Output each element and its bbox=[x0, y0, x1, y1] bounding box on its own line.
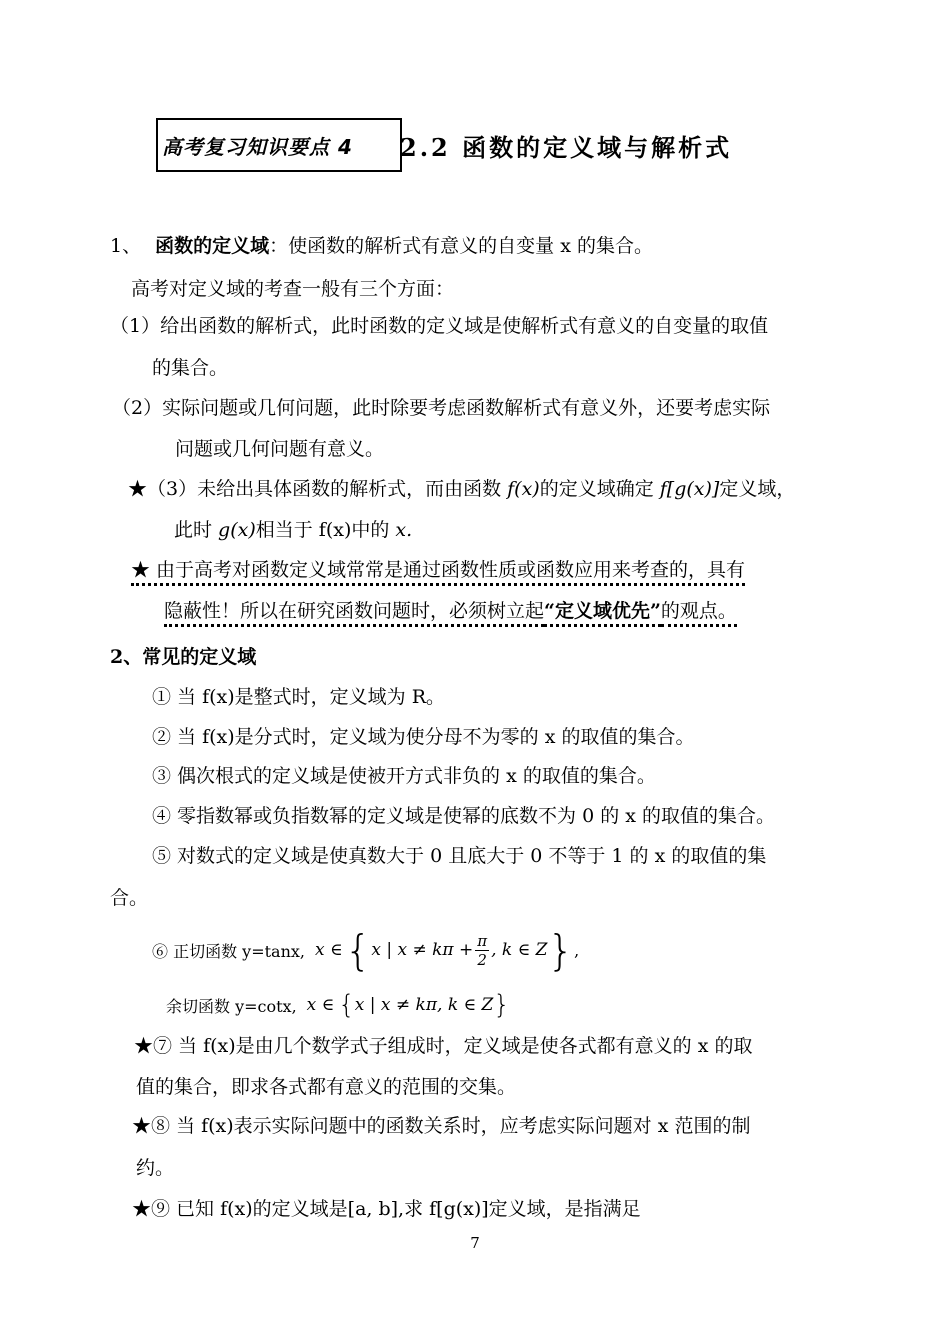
point-3-text: ★（3）未给出具体函数的解析式，而由函数 bbox=[128, 478, 508, 500]
domain-item-3: ③ 偶次根式的定义域是使被开方式非负的 x 的取值的集合。 bbox=[152, 765, 656, 787]
star-note-text-b: 隐蔽性！所以在研究函数问题时，必须树立起 bbox=[164, 600, 544, 627]
domain-item-9: ★⑨ 已知 f(x)的定义域是[a, b],求 f[g(x)]定义域，是指满足 bbox=[132, 1198, 641, 1220]
tan-set-k: , k ∈ Z bbox=[491, 940, 548, 960]
exam-intro: 高考对定义域的考查一般有三个方面： bbox=[131, 278, 455, 300]
point-3-text-mid: 的定义域确定 bbox=[539, 478, 660, 500]
domain-item-2: ② 当 f(x)是分式时，定义域为使分母不为零的 x 的取值的集合。 bbox=[152, 726, 695, 748]
left-brace: { bbox=[338, 990, 355, 1020]
star-note-text-c: 的观点。 bbox=[661, 600, 737, 627]
domain-item-7-line-b: 值的集合，即求各式都有意义的范围的交集。 bbox=[136, 1076, 517, 1098]
domain-item-5: ⑤ 对数式的定义域是使真数大于 0 且底大于 0 不等于 1 的 x 的取值的集 bbox=[152, 845, 767, 867]
fraction-numerator: π bbox=[477, 931, 488, 950]
point-3-line-b bbox=[174, 518, 412, 542]
point-2-line-a: （2）实际问题或几何问题，此时除要考虑函数解析式有意义外，还要考虑实际 bbox=[112, 397, 771, 419]
domain-item-1: ① 当 f(x)是整式时，定义域为 R。 bbox=[152, 686, 445, 708]
point-3-line-a bbox=[128, 477, 795, 501]
point-1-line-a: （1）给出函数的解析式，此时函数的定义域是使解析式有意义的自变量的取值 bbox=[110, 315, 769, 337]
right-brace: } bbox=[493, 990, 510, 1020]
fgx-symbol: f[g(x)] bbox=[659, 478, 720, 500]
fraction-denominator: 2 bbox=[477, 950, 487, 969]
x-symbol: x. bbox=[395, 519, 413, 541]
cot-set-prefix: x ∈ bbox=[306, 995, 335, 1015]
section-2-heading: 2、常见的定义域 bbox=[110, 646, 257, 668]
title-box-label: 高考复习知识要点 4 bbox=[162, 135, 353, 159]
point-3b-text-mid: 相当于 f(x)中的 bbox=[255, 519, 396, 541]
tan-set-prefix: x ∈ bbox=[315, 940, 343, 960]
point-2-line-b: 问题或几何问题有意义。 bbox=[175, 438, 385, 460]
tan-label: ⑥ 正切函数 y=tanx, bbox=[152, 941, 306, 961]
tan-domain bbox=[152, 922, 579, 978]
star-note-line-a bbox=[131, 558, 745, 582]
tan-set-condition: x | x ≠ kπ + bbox=[371, 940, 474, 960]
tan-tail: , bbox=[574, 940, 580, 960]
point-3-text-end: 定义域， bbox=[719, 478, 796, 500]
point-1-line-b: 的集合。 bbox=[152, 357, 229, 379]
section-1-number: 1、 bbox=[110, 235, 142, 257]
fx-symbol: f(x) bbox=[507, 478, 540, 500]
gx-symbol: g(x) bbox=[218, 519, 256, 541]
cot-domain bbox=[166, 990, 510, 1020]
page-title: 2.2 函数的定义域与解析式 bbox=[400, 133, 733, 162]
cot-set-condition: x | x ≠ kπ, k ∈ Z bbox=[354, 995, 494, 1015]
domain-item-4: ④ 零指数幂或负指数幂的定义域是使幂的底数不为 0 的 x 的取值的集合。 bbox=[152, 805, 776, 827]
left-brace: { bbox=[344, 925, 372, 975]
domain-item-7-line-a: ★⑦ 当 f(x)是由几个数学式子组成时，定义域是使各式都有意义的 x 的取 bbox=[134, 1035, 753, 1057]
domain-item-5-cont: 合。 bbox=[110, 887, 149, 909]
section-1-definition bbox=[110, 234, 653, 258]
right-brace: } bbox=[547, 925, 575, 975]
domain-item-8-line-a: ★⑧ 当 f(x)表示实际问题中的函数关系时，应考虑实际问题对 x 范围的制 bbox=[132, 1115, 751, 1137]
page-number: 7 bbox=[470, 1234, 480, 1252]
point-3b-text: 此时 bbox=[174, 519, 219, 541]
star-note-text-a: ★ 由于高考对函数定义域常常是通过函数性质或函数应用来考查的，具有 bbox=[131, 559, 745, 586]
domain-item-8-line-b: 约。 bbox=[136, 1157, 175, 1179]
domain-first-emphasis: “定义域优先” bbox=[544, 600, 661, 627]
section-1-heading: 函数的定义域 bbox=[155, 235, 270, 257]
star-note-line-b bbox=[164, 599, 737, 623]
pi-over-2-fraction bbox=[475, 932, 489, 969]
cot-label: 余切函数 y=cotx, bbox=[166, 996, 297, 1016]
section-1-def: ：使函数的解析式有意义的自变量 x 的集合。 bbox=[269, 235, 653, 257]
